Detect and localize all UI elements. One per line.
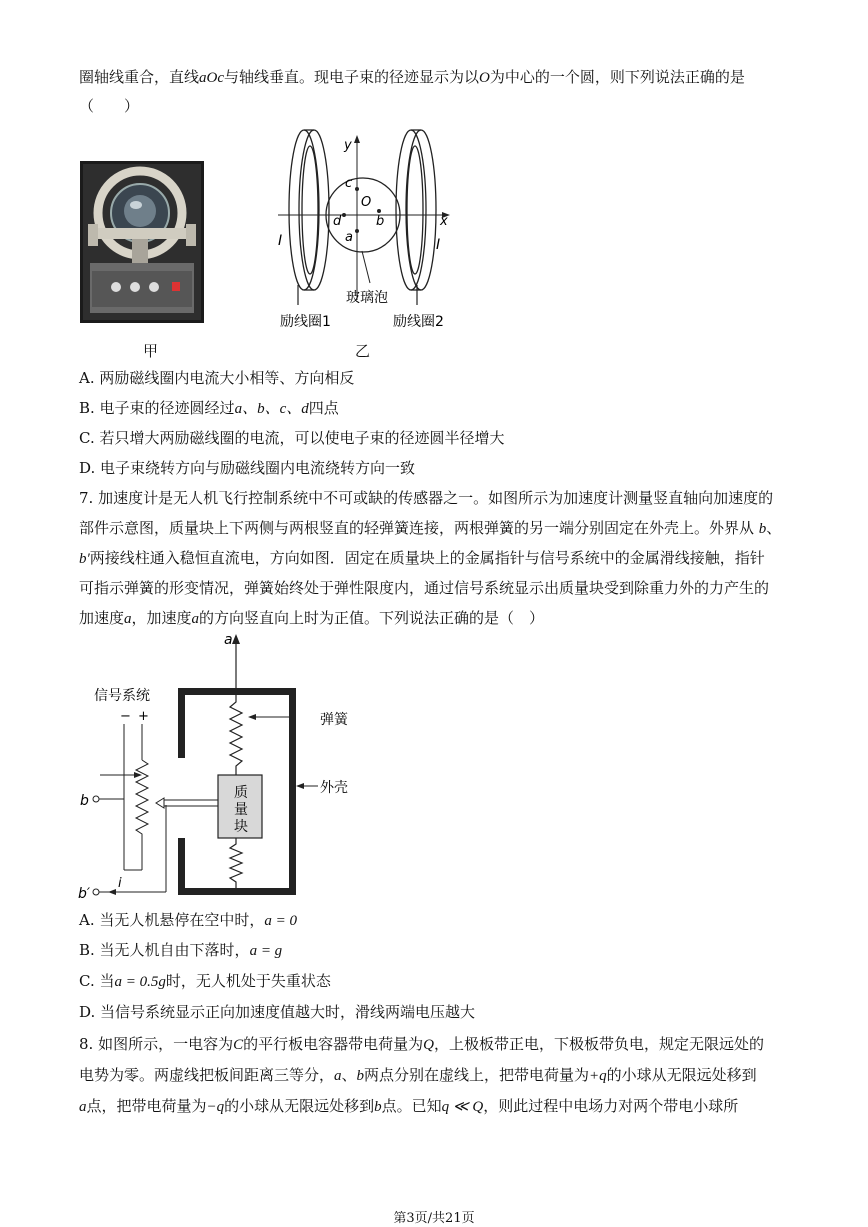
svg-text:c: c xyxy=(345,176,353,191)
figure-yi-caption: 乙 xyxy=(355,342,371,360)
lower-spring xyxy=(230,838,242,888)
q7-option-c: C. 当a = 0.5g时，无人机处于失重状态 xyxy=(79,972,331,990)
svg-text:b: b xyxy=(376,214,385,229)
svg-text:I: I xyxy=(436,237,441,253)
figure-jia-caption: 甲 xyxy=(143,342,159,360)
q7-line4: 可指示弹簧的形变情况，弹簧始终处于弹性限度内，通过信号系统显示出质量块受到除重力外的力产生的 xyxy=(79,579,770,597)
coil-1 xyxy=(289,130,329,290)
q6-option-c: C. 若只增大两励磁线圈的电流，可以使电子束的径迹圆半径增大 xyxy=(79,429,505,447)
svg-text:玻璃泡: 玻璃泡 xyxy=(346,290,388,306)
q7-line5: 加速度a，加速度a的方向竖直向上时为正值。下列说法正确的是（ ） xyxy=(79,609,545,627)
q8-line2: 电势为零。两虚线把板间距离三等分，a、b两点分别在虚线上，把带电荷量为+q的小球从无限远处移到 xyxy=(79,1066,757,1084)
svg-text:i: i xyxy=(118,876,122,891)
svg-text:−: − xyxy=(120,709,131,724)
svg-text:外壳: 外壳 xyxy=(320,780,348,796)
svg-text:a: a xyxy=(224,632,233,648)
svg-text:b′: b′ xyxy=(78,886,91,902)
svg-text:信号系统: 信号系统 xyxy=(94,688,150,704)
q6-answer-blank: （ ） xyxy=(79,97,140,115)
q7-option-a: A. 当无人机悬停在空中时，a = 0 xyxy=(79,911,297,929)
svg-text:y: y xyxy=(344,138,352,153)
svg-text:b: b xyxy=(80,793,89,809)
svg-text:弹簧: 弹簧 xyxy=(320,712,348,728)
q6-option-b: B. 电子束的径迹圆经过a、b、c、d四点 xyxy=(79,399,339,417)
q7-line2: 部件示意图，质量块上下两侧与两根竖直的轻弹簧连接，两根弹簧的另一端分别固定在外壳上。外界从 b、 xyxy=(79,519,782,537)
svg-text:质: 质 xyxy=(234,785,248,801)
q7-option-b: B. 当无人机自由下落时，a = g xyxy=(79,941,283,959)
svg-text:I: I xyxy=(278,233,283,249)
svg-text:d: d xyxy=(333,214,342,229)
svg-text:励线圈1: 励线圈1 xyxy=(280,314,331,330)
q7-option-d: D. 当信号系统显示正向加速度值越大时，滑线两端电压越大 xyxy=(79,1003,476,1021)
svg-text:块: 块 xyxy=(234,819,248,835)
svg-text:量: 量 xyxy=(234,802,248,818)
coil-diagram xyxy=(270,125,460,335)
apparatus-photo xyxy=(80,161,204,323)
q7-line3: b′两接线柱通入稳恒直流电，方向如图．固定在质量块上的金属指针与信号系统中的金属滑线接触，指针 xyxy=(79,549,765,567)
svg-text:O: O xyxy=(361,195,372,210)
upper-spring xyxy=(230,695,242,775)
svg-text:励线圈2: 励线圈2 xyxy=(393,314,444,330)
accelerometer-diagram xyxy=(76,630,366,905)
svg-text:+: + xyxy=(138,709,149,724)
q8-line3: a点，把带电荷量为−q的小球从无限远处移到b点。已知q ≪ Q，则此过程中电场力对两个带电小球所 xyxy=(79,1097,739,1115)
q6-option-d: D. 电子束绕转方向与励磁线圈内电流绕转方向一致 xyxy=(79,459,416,477)
q6-option-a: A. 两励磁线圈内电流大小相等、方向相反 xyxy=(79,369,355,387)
svg-text:x: x xyxy=(440,214,448,229)
q7-line1: 7. 加速度计是无人机飞行控制系统中不可或缺的传感器之一。如图所示为加速度计测量竖直轴向加速度的 xyxy=(79,489,774,507)
svg-text:a: a xyxy=(345,230,353,245)
q8-line1: 8. 如图所示，一电容为C的平行板电容器带电荷量为Q，上极板带正电，下极板带负电，规定无限远处的 xyxy=(79,1035,764,1053)
page-number: 第3页/共21页 xyxy=(393,1211,475,1226)
q6-intro-line1: 圈轴线重合，直线aOc与轴线垂直。现电子束的径迹显示为以O为中心的一个圆，则下列说法正确的是 xyxy=(79,68,745,86)
coil-2 xyxy=(396,130,436,290)
